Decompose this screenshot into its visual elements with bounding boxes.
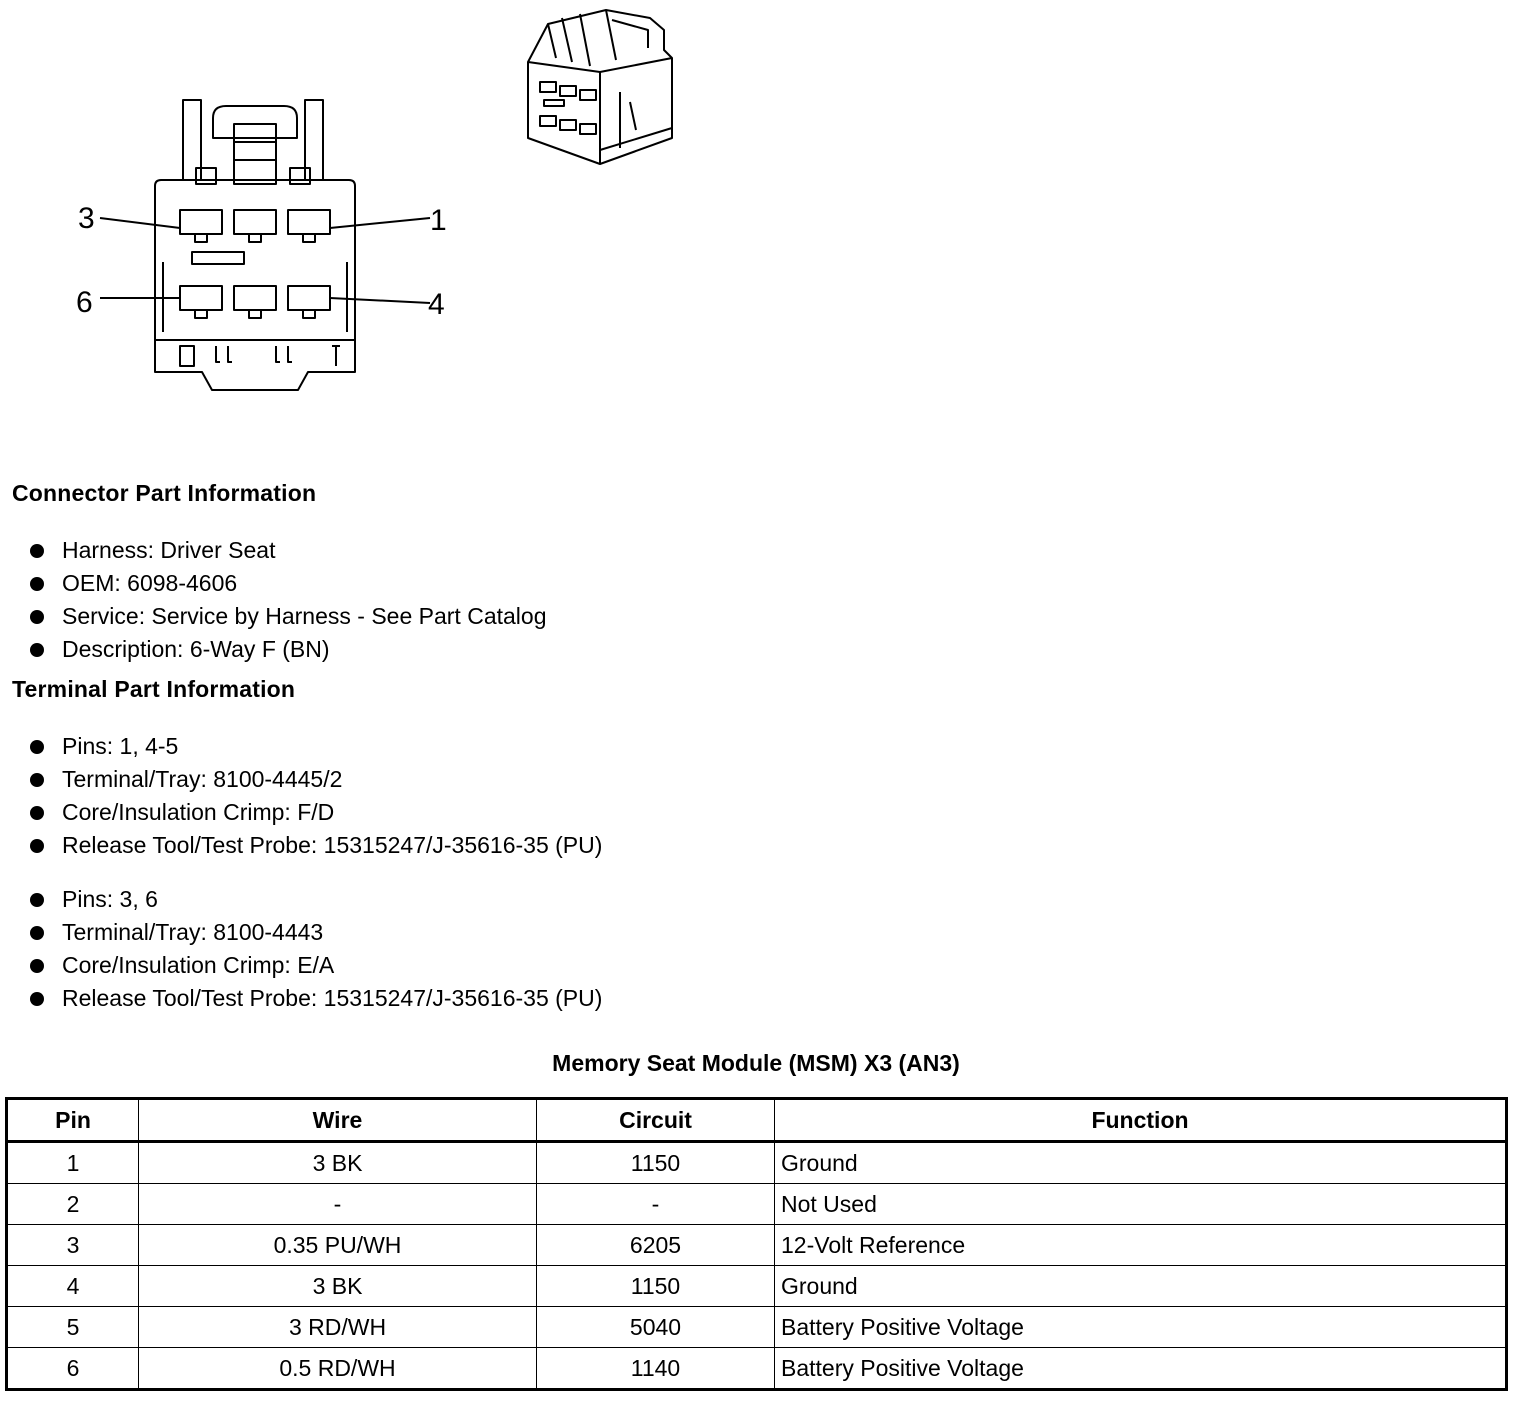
bullet-icon	[30, 577, 44, 591]
bullet-icon	[30, 893, 44, 907]
list-item: Pins: 1, 4-5	[26, 730, 602, 763]
table-row	[7, 1142, 1507, 1184]
list-item: Core/Insulation Crimp: F/D	[26, 796, 602, 829]
connector-diagram	[0, 0, 700, 420]
table-row	[7, 1225, 1507, 1266]
terminal-group-2-list	[26, 883, 602, 1015]
list-item: Terminal/Tray: 8100-4445/2	[26, 763, 602, 796]
cell-wire: 3 BK	[139, 1142, 537, 1184]
cell-pin: 4	[7, 1266, 139, 1307]
list-item: Core/Insulation Crimp: E/A	[26, 949, 602, 982]
cell-wire: -	[139, 1184, 537, 1225]
bullet-icon	[30, 839, 44, 853]
bullet-icon	[30, 544, 44, 558]
cell-wire: 0.5 RD/WH	[139, 1348, 537, 1390]
pin-label-3: 3	[78, 202, 95, 235]
list-item: OEM: 6098-4606	[26, 567, 546, 600]
header-wire: Wire	[139, 1099, 537, 1142]
pin-label-6: 6	[76, 286, 93, 319]
list-item: Pins: 3, 6	[26, 883, 602, 916]
table-row	[7, 1184, 1507, 1225]
list-item: Release Tool/Test Probe: 15315247/J-35616-35 (PU)	[26, 982, 602, 1015]
cell-pin: 2	[7, 1184, 139, 1225]
terminal-info-title: Terminal Part Information	[12, 676, 296, 702]
pin-label-4: 4	[428, 288, 445, 321]
list-item: Release Tool/Test Probe: 15315247/J-35616-35 (PU)	[26, 829, 602, 862]
connector-info-list	[26, 534, 546, 666]
cell-function: Ground	[775, 1266, 1507, 1307]
pinout-table-title: Memory Seat Module (MSM) X3 (AN3)	[552, 1050, 960, 1076]
pinout-table	[5, 1097, 1508, 1391]
cell-pin: 3	[7, 1225, 139, 1266]
cell-circuit: 5040	[537, 1307, 775, 1348]
cell-pin: 5	[7, 1307, 139, 1348]
bullet-icon	[30, 643, 44, 657]
list-item: Harness: Driver Seat	[26, 534, 546, 567]
cell-wire: 3 BK	[139, 1266, 537, 1307]
cell-circuit: -	[537, 1184, 775, 1225]
header-function: Function	[775, 1099, 1507, 1142]
cell-function: 12-Volt Reference	[775, 1225, 1507, 1266]
bullet-icon	[30, 610, 44, 624]
cell-circuit: 1150	[537, 1142, 775, 1184]
bullet-icon	[30, 959, 44, 973]
bullet-icon	[30, 740, 44, 754]
cell-function: Battery Positive Voltage	[775, 1348, 1507, 1390]
list-item: Service: Service by Harness - See Part Catalog	[26, 600, 546, 633]
bullet-icon	[30, 773, 44, 787]
cell-circuit: 6205	[537, 1225, 775, 1266]
header-circuit: Circuit	[537, 1099, 775, 1142]
table-row	[7, 1307, 1507, 1348]
cell-function: Battery Positive Voltage	[775, 1307, 1507, 1348]
table-row	[7, 1266, 1507, 1307]
cell-circuit: 1140	[537, 1348, 775, 1390]
cell-pin: 6	[7, 1348, 139, 1390]
connector-face-illustration	[0, 0, 700, 420]
cell-function: Not Used	[775, 1184, 1507, 1225]
cell-circuit: 1150	[537, 1266, 775, 1307]
cell-function: Ground	[775, 1142, 1507, 1184]
header-pin: Pin	[7, 1099, 139, 1142]
table-row	[7, 1348, 1507, 1390]
list-item: Terminal/Tray: 8100-4443	[26, 916, 602, 949]
list-item: Description: 6-Way F (BN)	[26, 633, 546, 666]
table-header-row	[7, 1099, 1507, 1142]
pin-label-1: 1	[430, 204, 447, 237]
terminal-group-1-list	[26, 730, 602, 862]
bullet-icon	[30, 806, 44, 820]
connector-info-title: Connector Part Information	[12, 480, 317, 506]
bullet-icon	[30, 992, 44, 1006]
cell-wire: 3 RD/WH	[139, 1307, 537, 1348]
bullet-icon	[30, 926, 44, 940]
cell-pin: 1	[7, 1142, 139, 1184]
cell-wire: 0.35 PU/WH	[139, 1225, 537, 1266]
